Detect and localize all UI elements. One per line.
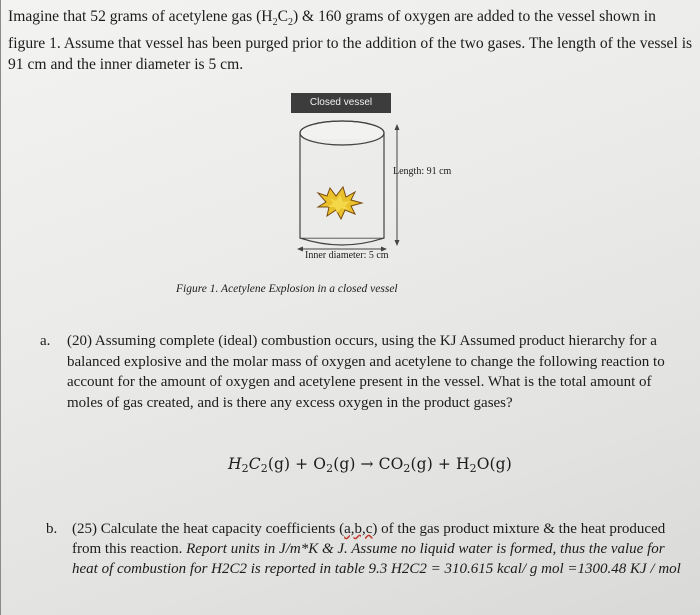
intro-paragraph: Imagine that 52 grams of acetylene gas $(H_2C_2)$ & 160 grams of oxygen are added to the vessel shown in figure 1. Assume that vessel has been purged prior to the addition of the two gases. The length of the vessel is 91 cm and the inner diameter is 5 cm.	[8, 8, 693, 74]
question-b-marker: b.	[46, 521, 58, 537]
question-a	[40, 331, 680, 413]
question-b-text: (25) Calculate the heat capacity coefficients (a,b,c) of the gas product mixture & the heat produced from this reaction. Report units in J/m*K & J. Assume no liquid water is formed, thus the value for heat of combustion for H2C2 is reported in table 9.3 H2C2 = 310.615 kcal/ g mol =1300.48 KJ / mol	[72, 521, 681, 577]
length-label: Length: 91 cm	[393, 166, 452, 177]
reaction-equation: $H_2C_2(g) + O_2(g) \to CO_2(g) + H_2O(g)$	[228, 455, 512, 475]
question-a-marker: a.	[40, 333, 51, 349]
vessel-title-box: Closed vessel	[291, 93, 391, 113]
abc-term: a,b,c	[344, 521, 373, 537]
question-b	[46, 519, 686, 579]
vessel-bottom-curve	[300, 238, 384, 245]
question-a-text: (20) Assuming complete (ideal) combustion occurs, using the KJ Assumed product hierarchy for a balanced explosive and the molar mass of oxygen and acetylene to change the following reaction to account for the amount of oxygen and acetylene present in the vessel. What is the total amount of moles of gas created, and is there any excess oxygen in the product gases?	[67, 333, 665, 411]
figure-caption: Figure 1. Acetylene Explosion in a closed vessel	[176, 283, 398, 295]
diameter-label: Inner diameter: 5 cm	[305, 250, 389, 261]
